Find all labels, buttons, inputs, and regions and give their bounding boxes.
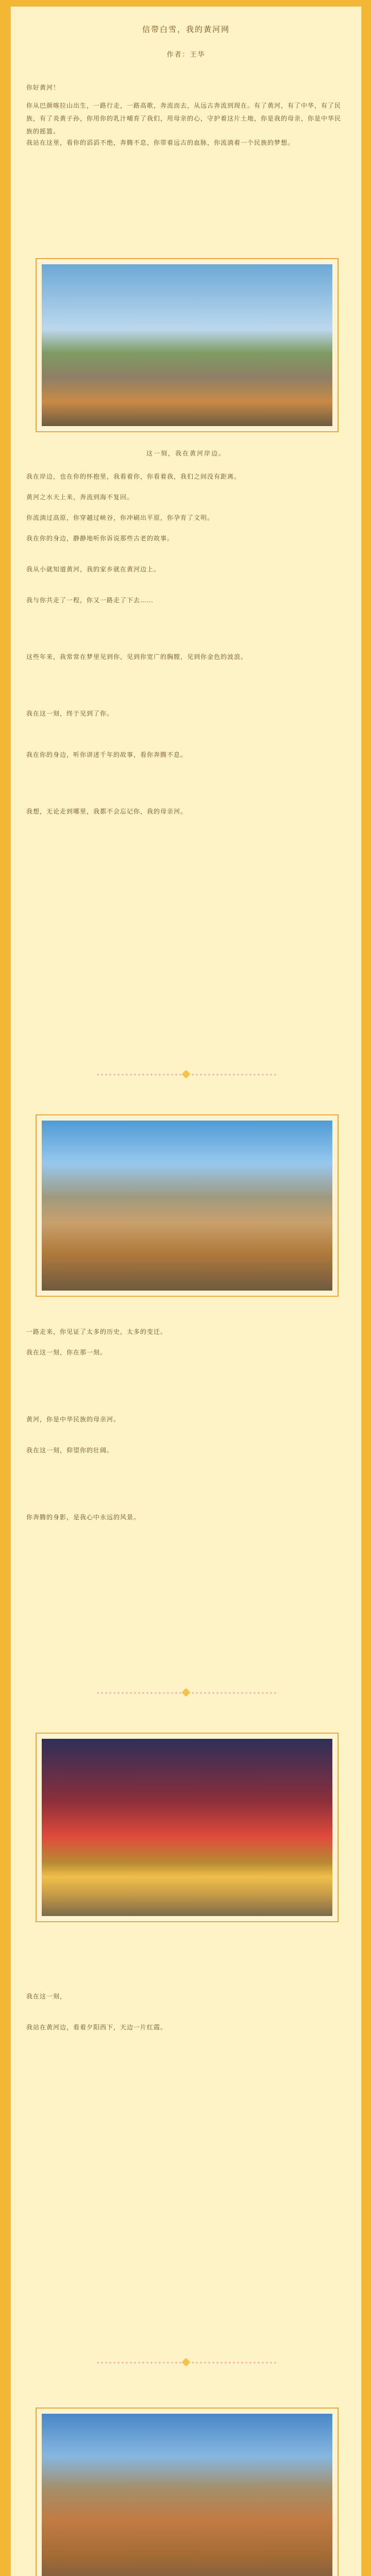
paragraph: 我在岸边，也在你的怀抱里，我看着你，你看着我，我们之间没有距离。 bbox=[26, 473, 241, 480]
paragraph: 我与你共走了一程，你又一路走了下去…… bbox=[26, 597, 154, 604]
image-frame bbox=[36, 1733, 339, 1922]
sunset-river-photo bbox=[42, 1739, 332, 1916]
paragraph: 黄河之水天上来，奔流到海不复回。 bbox=[26, 494, 134, 501]
paragraph: 一路走来，你见证了太多的历史，太多的变迁。 bbox=[26, 1328, 167, 1335]
image-frame bbox=[36, 2408, 339, 2576]
paragraph: 我在这一刻， bbox=[26, 1993, 67, 2000]
paragraph: 我从小就知道黄河，我的家乡就在黄河边上。 bbox=[26, 566, 161, 573]
paragraph: 我在这一刻，终于见到了你。 bbox=[26, 710, 114, 717]
paragraph: 我在这一刻，你在那一刻。 bbox=[26, 1349, 107, 1356]
waterfall-photo bbox=[42, 1121, 332, 1291]
paragraph: 黄河，你是中华民族的母亲河。 bbox=[26, 1416, 121, 1423]
paragraph: 我在你的身边，听你讲述千年的故事，看你奔腾不息。 bbox=[26, 751, 188, 758]
article-title: 信带白雪，我的黄河网 bbox=[142, 25, 230, 34]
article-header bbox=[11, 7, 361, 79]
image-caption: 这一刻，我在黄河岸边。 bbox=[146, 450, 226, 457]
paragraph: 我想，无论走到哪里，我都不会忘记你，我的母亲河。 bbox=[26, 808, 188, 815]
article-author: 作者：王华 bbox=[166, 51, 206, 59]
paragraph: 你奔腾的身影，是我心中永远的风景。 bbox=[26, 1514, 141, 1521]
paragraph: 我站在这里，看你的滔滔不绝，奔腾不息，你带着远古的血脉，你流淌着一个民族的梦想。 bbox=[26, 139, 295, 146]
paragraph: 我站在黄河边，看着夕阳西下，天边一片红霞。 bbox=[26, 2024, 167, 2031]
image-frame bbox=[36, 258, 339, 432]
paragraph: 这些年来，我常常在梦里见到你，见到你宽广的胸膛，见到你金色的波浪。 bbox=[26, 653, 248, 660]
divider bbox=[96, 2361, 276, 2364]
paragraph: 你流淌过高原，你穿越过峡谷，你冲刷出平原，你孕育了文明。 bbox=[26, 514, 214, 521]
divider bbox=[96, 1691, 276, 1694]
aerial-river-photo bbox=[42, 2414, 332, 2576]
image-frame bbox=[36, 1114, 339, 1297]
paragraph: 我在这一刻，仰望你的壮阔。 bbox=[26, 1447, 114, 1454]
article-sheet bbox=[10, 6, 362, 2576]
divider bbox=[96, 1073, 276, 1076]
paragraph: 你好黄河！ bbox=[26, 84, 60, 91]
river-bend-photo bbox=[42, 264, 332, 426]
paragraph: 你从巴颜喀拉山出生，一路行走，一路高歌，奔流而去，从远古奔流到现在。有了黄河，有了中华，有了民族，有了炎黄子孙，你用你的乳汁哺育了我们，用母亲的心，守护着这片土地，你是我的母亲，你是中华民族的摇篮。 bbox=[26, 102, 342, 135]
paragraph: 我在你的身边，静静地听你诉说那些古老的故事。 bbox=[26, 535, 174, 542]
